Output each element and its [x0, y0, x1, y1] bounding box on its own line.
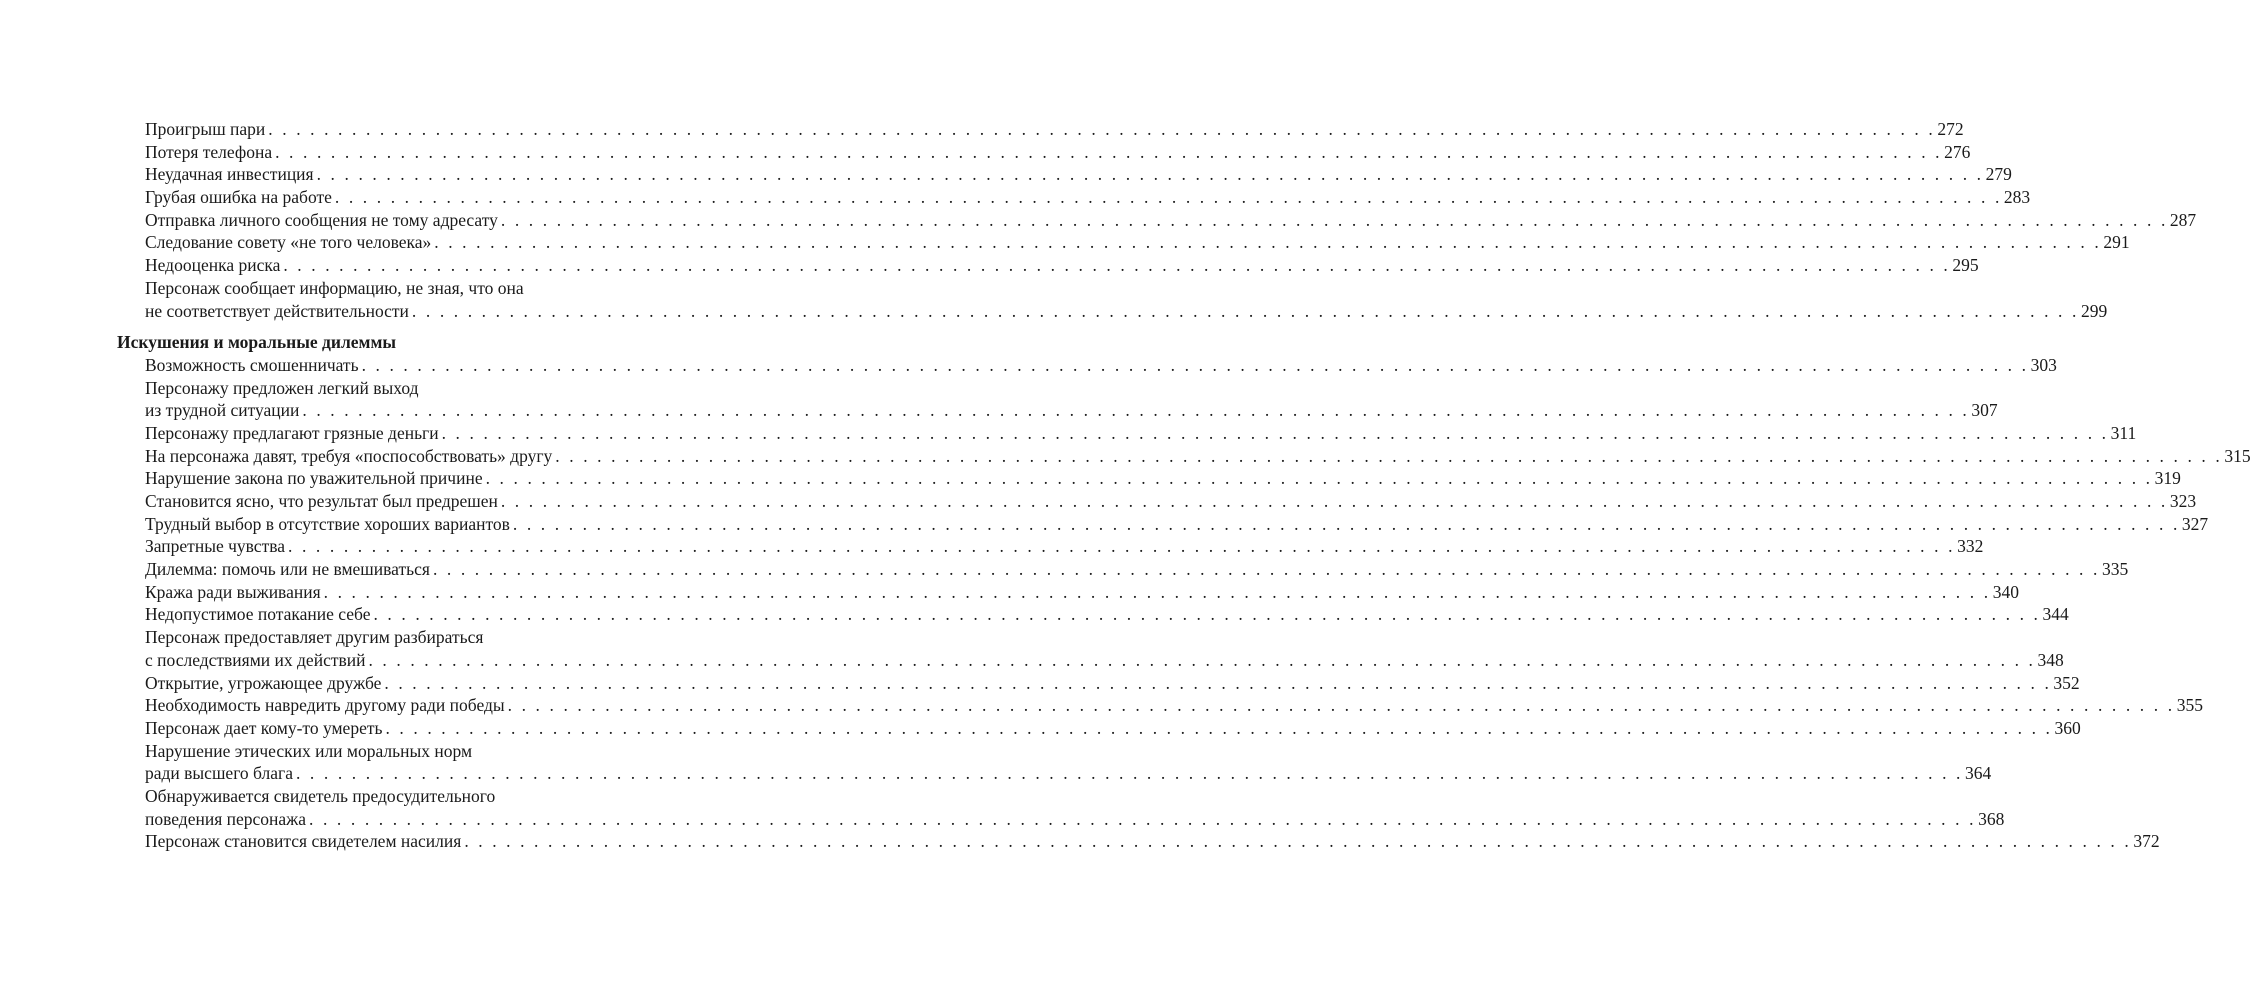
dot-leader: . . . . . . . . . . . . . . . . . . . . . . . . . . . . . . . . . . . . . . . . . . . . . . . . . . . . . . . . . . . . . . . . . . . . . . . . . . . . . . . . . . . . . . . . . . . . . . . . . . . . . . . . . . . . . . . . . . . . . . . .	[334, 187, 2002, 208]
dot-leader: . . . . . . . . . . . . . . . . . . . . . . . . . . . . . . . . . . . . . . . . . . . . . . . . . . . . . . . . . . . . . . . . . . . . . . . . . . . . . . . . . . . . . . . . . . . . . . . . . . . . . . . . . . . . . . . . . . . . . . . .	[441, 422, 2109, 443]
dot-leader: . . . . . . . . . . . . . . . . . . . . . . . . . . . . . . . . . . . . . . . . . . . . . . . . . . . . . . . . . . . . . . . . . . . . . . . . . . . . . . . . . . . . . . . . . . . . . . . . . . . . . . . . . . . . . . . . . . . . . . . .	[283, 255, 1951, 276]
toc-entry-title: с последствиями их действий	[145, 649, 366, 670]
toc-entry-page-number: 315	[2224, 445, 2251, 466]
toc-entry-page-number: 327	[2181, 513, 2209, 534]
toc-entry[interactable]	[145, 300, 2108, 323]
toc-entry-page-number: 276	[1944, 141, 1971, 162]
toc-entry-title: Возможность смошенничать	[145, 354, 359, 375]
dot-leader: . . . . . . . . . . . . . . . . . . . . . . . . . . . . . . . . . . . . . . . . . . . . . . . . . . . . . . . . . . . . . . . . . . . . . . . . . . . . . . . . . . . . . . . . . . . . . . . . . . . . . . . . . . . . . . . . . . . . . . . .	[434, 232, 2102, 253]
toc-entry-page-number: 323	[2169, 491, 2197, 511]
toc-entry-title: Необходимость навредить другому ради победы	[145, 695, 505, 716]
toc-entry-page-number: 307	[1971, 400, 1998, 421]
toc-entry-page-number: 283	[2003, 187, 2031, 208]
toc-entry-page-number: 319	[2154, 468, 2181, 489]
dot-leader: . . . . . . . . . . . . . . . . . . . . . . . . . . . . . . . . . . . . . . . . . . . . . . . . . . . . . . . . . . . . . . . . . . . . . . . . . . . . . . . . . . . . . . . . . . . . . . . . . . . . . . . . . . . . . . . . . . . . . . . .	[302, 400, 1970, 421]
toc-entry-first-line: Персонаж предоставляет другим разбираться	[145, 627, 484, 648]
toc-entry[interactable]	[145, 649, 2064, 672]
toc-entry[interactable]	[145, 163, 2012, 186]
toc-entry-title: ради высшего блага	[145, 763, 293, 784]
toc-entry-page-number: 348	[2037, 649, 2064, 670]
toc-entry[interactable]	[145, 558, 2129, 581]
toc-entry-title: Отправка личного сообщения не тому адресату	[145, 209, 498, 230]
toc-entry[interactable]	[145, 467, 2181, 490]
toc-entry-page-number: 332	[1957, 536, 1984, 557]
toc-entry-page-number: 360	[2054, 717, 2081, 738]
toc-entry-page-number: 272	[1937, 119, 1964, 139]
toc-entry-title: Нарушение закона по уважительной причине	[145, 468, 483, 489]
toc-entry-title: не соответствует действительности	[145, 300, 409, 321]
dot-leader: . . . . . . . . . . . . . . . . . . . . . . . . . . . . . . . . . . . . . . . . . . . . . . . . . . . . . . . . . . . . . . . . . . . . . . . . . . . . . . . . . . . . . . . . . . . . . . . . . . . . . . . . . . . . . . . . . . . . . . . .	[268, 119, 1936, 139]
toc-entry-title: На персонажа давят, требуя «поспособствовать» другу	[145, 445, 553, 466]
toc-entry[interactable]	[145, 830, 2160, 853]
toc-entry[interactable]	[145, 445, 2251, 468]
dot-leader: . . . . . . . . . . . . . . . . . . . . . . . . . . . . . . . . . . . . . . . . . . . . . . . . . . . . . . . . . . . . . . . . . . . . . . . . . . . . . . . . . . . . . . . . . . . . . . . . . . . . . . . . . . . . . . . . . . . . . . . .	[373, 604, 2041, 625]
toc-entry[interactable]	[145, 717, 2081, 740]
toc-entry[interactable]	[145, 399, 1998, 422]
toc-entry-page-number: 344	[2042, 604, 2069, 625]
toc-entry-title: Запретные чувства	[145, 536, 286, 557]
dot-leader: . . . . . . . . . . . . . . . . . . . . . . . . . . . . . . . . . . . . . . . . . . . . . . . . . . . . . . . . . . . . . . . . . . . . . . . . . . . . . . . . . . . . . . . . . . . . . . . . . . . . . . . . . . . . . . . . . . . . . . . .	[275, 141, 1943, 162]
toc-entry[interactable]	[145, 254, 1979, 277]
toc-entry-page-number: 335	[2101, 559, 2129, 580]
toc-entry-page-number: 291	[2103, 232, 2130, 253]
toc-entry[interactable]	[145, 231, 2130, 254]
toc-entry-title: Неудачная инвестиция	[145, 164, 314, 185]
toc-entry-page-number: 364	[1965, 763, 1992, 784]
dot-leader: . . . . . . . . . . . . . . . . . . . . . . . . . . . . . . . . . . . . . . . . . . . . . . . . . . . . . . . . . . . . . . . . . . . . . . . . . . . . . . . . . . . . . . . . . . . . . . . . . . . . . . . . . . . . . . . . . . . . . . . .	[316, 164, 1984, 185]
toc-entry[interactable]	[145, 354, 2057, 377]
toc-entry-page-number: 372	[2133, 831, 2160, 852]
toc-entry[interactable]	[145, 141, 1971, 164]
dot-leader: . . . . . . . . . . . . . . . . . . . . . . . . . . . . . . . . . . . . . . . . . . . . . . . . . . . . . . . . . . . . . . . . . . . . . . . . . . . . . . . . . . . . . . . . . . . . . . . . . . . . . . . . . . . . . . . . . . . . . . . .	[368, 649, 2036, 670]
dot-leader: . . . . . . . . . . . . . . . . . . . . . . . . . . . . . . . . . . . . . . . . . . . . . . . . . . . . . . . . . . . . . . . . . . . . . . . . . . . . . . . . . . . . . . . . . . . . . . . . . . . . . . . . . . . . . . . . . . . . . . . .	[464, 831, 2132, 852]
toc-entry-title: Персонажу предлагают грязные деньги	[145, 422, 439, 443]
toc-entry-title: Недопустимое потакание себе	[145, 604, 371, 625]
toc-entry-page-number: 295	[1952, 255, 1979, 276]
toc-entry-page-number: 355	[2176, 695, 2203, 716]
toc-entry-page-number: 279	[1985, 164, 2012, 185]
toc-entry-title: Недооценка риска	[145, 255, 281, 276]
dot-leader: . . . . . . . . . . . . . . . . . . . . . . . . . . . . . . . . . . . . . . . . . . . . . . . . . . . . . . . . . . . . . . . . . . . . . . . . . . . . . . . . . . . . . . . . . . . . . . . . . . . . . . . . . . . . . . . . . . . . . . . .	[384, 672, 2052, 693]
toc-entry[interactable]	[145, 603, 2069, 626]
table-of-contents	[0, 118, 2251, 853]
dot-leader: . . . . . . . . . . . . . . . . . . . . . . . . . . . . . . . . . . . . . . . . . . . . . . . . . . . . . . . . . . . . . . . . . . . . . . . . . . . . . . . . . . . . . . . . . . . . . . . . . . . . . . . . . . . . . . . . . . . . . . . .	[500, 209, 2168, 230]
toc-entry-page-number: 340	[1992, 581, 2019, 602]
toc-entry-page-number: 368	[1978, 808, 2005, 829]
dot-leader: . . . . . . . . . . . . . . . . . . . . . . . . . . . . . . . . . . . . . . . . . . . . . . . . . . . . . . . . . . . . . . . . . . . . . . . . . . . . . . . . . . . . . . . . . . . . . . . . . . . . . . . . . . . . . . . . . . . . . . . .	[555, 445, 2223, 466]
toc-entry-first-line: Нарушение этических или моральных норм	[145, 740, 473, 761]
dot-leader: . . . . . . . . . . . . . . . . . . . . . . . . . . . . . . . . . . . . . . . . . . . . . . . . . . . . . . . . . . . . . . . . . . . . . . . . . . . . . . . . . . . . . . . . . . . . . . . . . . . . . . . . . . . . . . . . . . . . . . . .	[323, 581, 1991, 602]
toc-entry[interactable]	[145, 762, 1992, 785]
toc-entry-first-line: Персонаж сообщает информацию, не зная, что она	[145, 277, 524, 298]
toc-entry-title: Дилемма: помочь или не вмешиваться	[145, 559, 430, 580]
toc-entry-title: Кража ради выживания	[145, 581, 321, 602]
toc-entry-title: Грубая ошибка на работе	[145, 187, 332, 208]
toc-entry-title: Трудный выбор в отсутствие хороших вариантов	[145, 513, 510, 534]
toc-entry-title: Проигрыш пари	[145, 119, 266, 139]
toc-entry-page-number: 299	[2080, 300, 2108, 321]
toc-entry-title: Потеря телефона	[145, 141, 273, 162]
dot-leader: . . . . . . . . . . . . . . . . . . . . . . . . . . . . . . . . . . . . . . . . . . . . . . . . . . . . . . . . . . . . . . . . . . . . . . . . . . . . . . . . . . . . . . . . . . . . . . . . . . . . . . . . . . . . . . . . . . . . . . . .	[385, 717, 2053, 738]
toc-entry[interactable]	[145, 581, 2019, 604]
toc-entry[interactable]	[145, 808, 2005, 831]
dot-leader: . . . . . . . . . . . . . . . . . . . . . . . . . . . . . . . . . . . . . . . . . . . . . . . . . . . . . . . . . . . . . . . . . . . . . . . . . . . . . . . . . . . . . . . . . . . . . . . . . . . . . . . . . . . . . . . . . . . . . . . .	[361, 354, 2029, 375]
toc-entry[interactable]	[145, 186, 2031, 209]
toc-entry[interactable]	[145, 513, 2209, 536]
toc-entry[interactable]	[145, 422, 2137, 445]
toc-entry-title: Следование совету «не того человека»	[145, 232, 432, 253]
toc-entry-page-number: 287	[2169, 209, 2197, 230]
toc-entry-page-number: 311	[2110, 422, 2137, 443]
dot-leader: . . . . . . . . . . . . . . . . . . . . . . . . . . . . . . . . . . . . . . . . . . . . . . . . . . . . . . . . . . . . . . . . . . . . . . . . . . . . . . . . . . . . . . . . . . . . . . . . . . . . . . . . . . . . . . . . . . . . . . . .	[432, 559, 2100, 580]
toc-entry-page-number: 352	[2053, 672, 2080, 693]
toc-entry[interactable]	[145, 694, 2203, 717]
toc-entry-title: поведения персонажа	[145, 808, 307, 829]
dot-leader: . . . . . . . . . . . . . . . . . . . . . . . . . . . . . . . . . . . . . . . . . . . . . . . . . . . . . . . . . . . . . . . . . . . . . . . . . . . . . . . . . . . . . . . . . . . . . . . . . . . . . . . . . . . . . . . . . . . . . . . .	[309, 808, 1977, 829]
toc-entry[interactable]	[145, 209, 2197, 232]
toc-entry[interactable]	[145, 118, 1964, 141]
toc-entry-title: Персонаж дает кому-то умереть	[145, 717, 383, 738]
toc-entry-title: Персонаж становится свидетелем насилия	[145, 831, 462, 852]
dot-leader: . . . . . . . . . . . . . . . . . . . . . . . . . . . . . . . . . . . . . . . . . . . . . . . . . . . . . . . . . . . . . . . . . . . . . . . . . . . . . . . . . . . . . . . . . . . . . . . . . . . . . . . . . . . . . . . . . . . . . . . .	[288, 536, 1956, 557]
toc-entry-title: Становится ясно, что результат был предрешен	[145, 491, 498, 511]
dot-leader: . . . . . . . . . . . . . . . . . . . . . . . . . . . . . . . . . . . . . . . . . . . . . . . . . . . . . . . . . . . . . . . . . . . . . . . . . . . . . . . . . . . . . . . . . . . . . . . . . . . . . . . . . . . . . . . . . . . . . . . .	[512, 513, 2180, 534]
section-heading: Искушения и моральные дилеммы	[117, 332, 397, 353]
toc-entry-title: Открытие, угрожающее дружбе	[145, 672, 382, 693]
dot-leader: . . . . . . . . . . . . . . . . . . . . . . . . . . . . . . . . . . . . . . . . . . . . . . . . . . . . . . . . . . . . . . . . . . . . . . . . . . . . . . . . . . . . . . . . . . . . . . . . . . . . . . . . . . . . . . . . . . . . . . . .	[411, 300, 2079, 321]
toc-entry[interactable]	[145, 672, 2080, 695]
toc-entry[interactable]	[145, 490, 2197, 513]
toc-entry-title: из трудной ситуации	[145, 400, 300, 421]
dot-leader: . . . . . . . . . . . . . . . . . . . . . . . . . . . . . . . . . . . . . . . . . . . . . . . . . . . . . . . . . . . . . . . . . . . . . . . . . . . . . . . . . . . . . . . . . . . . . . . . . . . . . . . . . . . . . . . . . . . . . . . .	[295, 763, 1964, 784]
dot-leader: . . . . . . . . . . . . . . . . . . . . . . . . . . . . . . . . . . . . . . . . . . . . . . . . . . . . . . . . . . . . . . . . . . . . . . . . . . . . . . . . . . . . . . . . . . . . . . . . . . . . . . . . . . . . . . . . . . . . . . . .	[500, 491, 2168, 511]
toc-entry-first-line: Персонажу предложен легкий выход	[145, 377, 419, 398]
dot-leader: . . . . . . . . . . . . . . . . . . . . . . . . . . . . . . . . . . . . . . . . . . . . . . . . . . . . . . . . . . . . . . . . . . . . . . . . . . . . . . . . . . . . . . . . . . . . . . . . . . . . . . . . . . . . . . . . . . . . . . . .	[507, 695, 2175, 716]
toc-entry-page-number: 303	[2030, 354, 2057, 375]
toc-entry[interactable]	[145, 535, 1984, 558]
dot-leader: . . . . . . . . . . . . . . . . . . . . . . . . . . . . . . . . . . . . . . . . . . . . . . . . . . . . . . . . . . . . . . . . . . . . . . . . . . . . . . . . . . . . . . . . . . . . . . . . . . . . . . . . . . . . . . . . . . . . . . . .	[485, 468, 2153, 489]
toc-entry-first-line: Обнаруживается свидетель предосудительного	[145, 785, 496, 806]
